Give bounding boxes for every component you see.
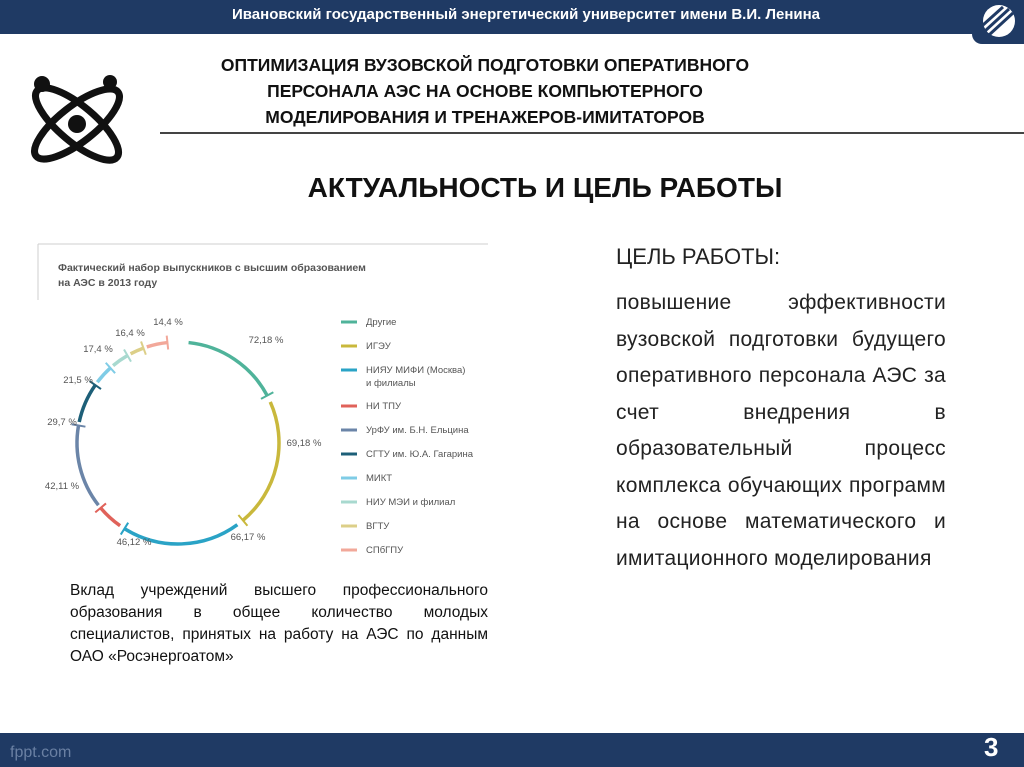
footer-site: fppt.com	[10, 744, 72, 761]
ring-segment	[189, 343, 268, 396]
header-divider	[160, 132, 1024, 134]
section-title: АКТУАЛЬНОСТЬ И ЦЕЛЬ РАБОТЫ	[307, 172, 783, 203]
legend-label: ВГТУ	[366, 521, 390, 532]
data-label: 42,11 %	[44, 481, 80, 492]
data-label: 17,4 %	[83, 344, 113, 355]
title-line: МОДЕЛИРОВАНИЯ И ТРЕНАЖЕРОВ-ИМИТАТОРОВ	[265, 107, 705, 127]
presentation-title	[160, 52, 810, 130]
legend-label: НИУ МЭИ и филиал	[366, 497, 456, 508]
ring-segment	[79, 385, 95, 422]
legend-label: Другие	[366, 317, 397, 328]
legend-label: НИ ТПУ	[366, 401, 401, 412]
ring-segment-tick	[167, 336, 168, 350]
university-logo	[972, 0, 1024, 44]
ring-segment	[77, 425, 98, 505]
atom-icon	[18, 70, 136, 178]
goal-text: повышение эффективности вузовской подготовки будущего оперативного персонала АЭС за счет внедрения в образовательный процесс комплекса обучающих программ на основе математического и имитационного моделирования	[616, 291, 946, 570]
title-line: ПЕРСОНАЛА АЭС НА ОСНОВЕ КОМПЬЮТЕРНОГО	[267, 81, 703, 101]
data-label: 46,12 %	[116, 537, 152, 548]
university-name: Ивановский государственный энергетический университет имени В.И. Ленина	[232, 6, 821, 23]
top-banner	[0, 0, 1024, 34]
legend-label: СПбГПУ	[366, 545, 404, 556]
data-label: 16,4 %	[115, 328, 145, 339]
legend-label: СГТУ им. Ю.А. Гагарина	[366, 449, 474, 460]
legend-label: и филиалы	[366, 378, 416, 389]
bottom-banner	[0, 733, 1024, 767]
ring-chart	[36, 240, 494, 560]
university-logo-icon	[972, 0, 1024, 44]
data-label: 21,5 %	[63, 375, 93, 386]
legend-label: МИКТ	[366, 473, 393, 484]
data-label: 29,7 %	[47, 417, 77, 428]
data-label: 14,4 %	[153, 317, 183, 328]
data-label: 72,18 %	[248, 335, 284, 346]
ring-segment	[147, 343, 168, 347]
chart-container	[36, 240, 494, 560]
page-number: 3	[984, 732, 999, 762]
title-line: ОПТИМИЗАЦИЯ ВУЗОВСКОЙ ПОДГОТОВКИ ОПЕРАТИВНОГО	[220, 55, 750, 75]
data-label: 66,17 %	[230, 532, 266, 543]
ring-segment	[113, 356, 127, 366]
ring-segment	[243, 402, 279, 520]
ring-segment	[97, 368, 110, 382]
legend-label: НИЯУ МИФИ (Москва)	[366, 365, 466, 376]
data-label: 69,18 %	[286, 438, 322, 449]
chart-title-line-1: Фактический набор выпускников с высшим образованием	[58, 262, 366, 274]
chart-caption: Вклад учреждений высшего профессионального образования в общее количество молодых специалистов, принятых на работу на АЭС по данным ОАО «Росэнергоатом»	[70, 582, 488, 665]
atom-logo	[18, 70, 136, 183]
legend-label: ИГЭУ	[366, 341, 391, 352]
goal-heading: ЦЕЛЬ РАБОТЫ:	[616, 244, 781, 269]
ring-segment	[131, 348, 144, 354]
ring-segment	[101, 508, 120, 526]
chart-title-line-2: на АЭС в 2013 году	[58, 277, 158, 289]
legend-label: УрФУ им. Б.Н. Ельцина	[366, 425, 469, 436]
